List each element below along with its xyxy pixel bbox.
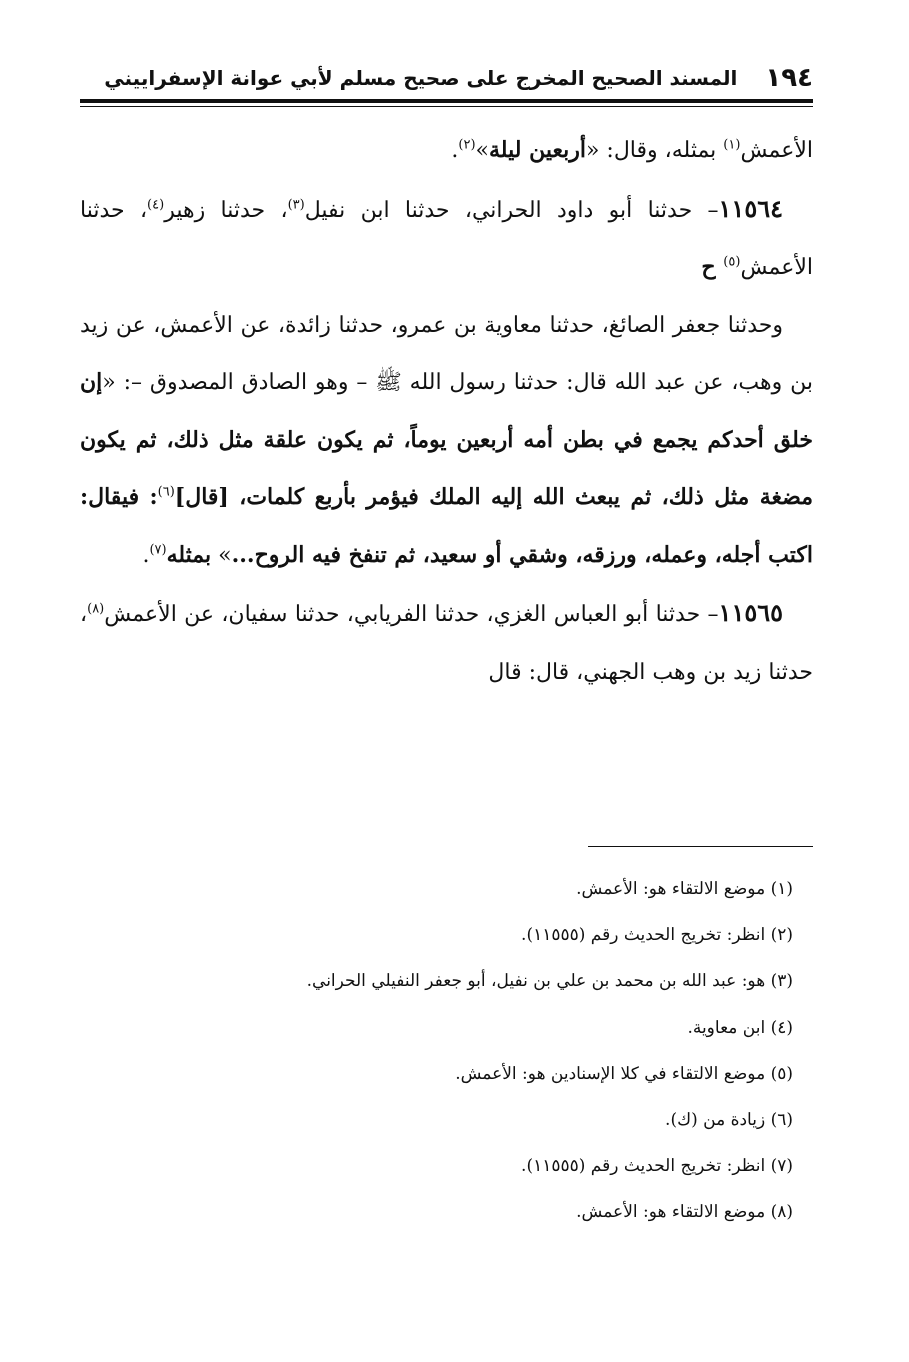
footnote-ref-6: (٦) xyxy=(157,484,175,500)
footnote-5: (٥) موضع الالتقاء في كلا الإسنادين هو: الأعمش. xyxy=(455,1063,793,1084)
footnote-6: (٦) زيادة من (ك). xyxy=(665,1110,793,1131)
hadith-number: ١١٥٦٤ xyxy=(718,193,783,223)
header-rule-thick xyxy=(80,99,813,103)
footnote-3: (٣) هو: عبد الله بن محمد بن علي بن نفيل، أبو جعفر النفيلي الحراني. xyxy=(306,971,793,992)
text-run: . xyxy=(451,138,459,163)
footnote-ref-1: (١) xyxy=(723,137,741,153)
bold-phrase: أربعين ليلة xyxy=(489,137,586,163)
text-run: وحدثنا جعفر الصائغ، حدثنا معاوية بن عمرو، حدثنا زائدة، عن الأعمش، عن زيد بن وهب، عن عبد الله قال: حدثنا رسول الله ﷺ – وهو الصادق المصدوق –: « xyxy=(80,312,813,395)
footnote-ref-7: (٧) xyxy=(149,542,167,558)
bold-phrase: بمثله xyxy=(166,541,212,568)
footnote-ref-5: (٥) xyxy=(723,254,741,270)
footnote-7: (٧) انظر: تخريج الحديث رقم (١١٥٥٥). xyxy=(521,1156,793,1177)
footnote-1: (١) موضع الالتقاء هو: الأعمش. xyxy=(576,879,793,899)
header-rule-thin xyxy=(80,106,813,107)
text-run: بمثله، وقال: « xyxy=(585,138,724,163)
running-title: المسند الصحيح المخرج على صحيح مسلم لأبي عوانة الإسفراييني xyxy=(104,66,738,90)
text-run: – حدثنا أبو داود الحراني، حدثنا ابن نفيل xyxy=(304,197,719,223)
footnote-2: (٢) انظر: تخريج الحديث رقم (١١٥٥٥). xyxy=(521,925,793,946)
text-run: . xyxy=(142,542,150,568)
footnote-ref-4: (٤) xyxy=(147,197,165,213)
page-header xyxy=(80,58,813,98)
text-run: ، حدثنا زيد بن وهب الجهني، قال: قال xyxy=(80,602,813,685)
main-text xyxy=(80,122,813,701)
footnotes xyxy=(80,866,793,1236)
footnote-ref-8: (٨) xyxy=(87,601,105,617)
text-run: » xyxy=(211,542,232,568)
bold-phrase: : فيقال: اكتب أجله، وعمله، ورزقه، وشقي أو سعيد، ثم تنفخ فيه الروح... xyxy=(80,484,813,568)
text-run: ح xyxy=(701,254,724,280)
footnote-8: (٨) موضع الالتقاء هو: الأعمش. xyxy=(576,1202,793,1223)
paragraph-4 xyxy=(80,584,813,701)
text-run: – حدثنا أبو العباس الغزي، حدثنا الفريابي، حدثنا سفيان، عن الأعمش xyxy=(104,602,719,627)
text-run: الأعمش xyxy=(740,138,813,163)
page-number: ١٩٤ xyxy=(765,63,813,93)
paragraph-1 xyxy=(80,122,813,180)
text-run: ، حدثنا زهير xyxy=(164,197,288,223)
paragraph-3 xyxy=(80,297,813,585)
footnote-separator xyxy=(588,846,813,847)
footnote-4: (٤) ابن معاوية. xyxy=(687,1017,793,1038)
footnote-ref-3: (٣) xyxy=(287,197,305,213)
text-run: » xyxy=(475,138,490,163)
footnote-ref-2: (٢) xyxy=(458,137,476,153)
bold-phrase: إن خلق أحدكم يجمع في بطن أمه أربعين يوماً، ثم يكون علقة مثل ذلك، ثم يكون مضغة مثل ذلك، ثم يبعث الله إليه الملك فيؤمر بأربع كلمات، [قال] xyxy=(80,369,814,510)
paragraph-2 xyxy=(80,180,813,297)
hadith-number: ١١٥٦٥ xyxy=(718,598,783,627)
text-run: ، حدثنا الأعمش xyxy=(80,197,813,280)
